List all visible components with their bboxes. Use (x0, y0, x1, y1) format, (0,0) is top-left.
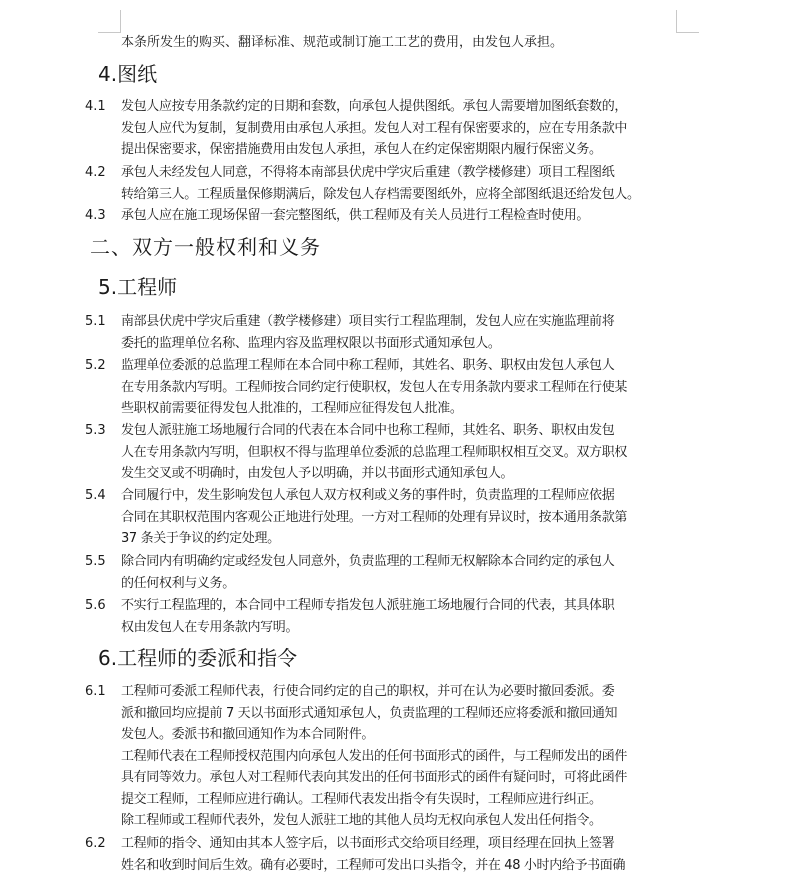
page-corner-mark-right (676, 10, 699, 33)
clause-text: 除合同内有明确约定或经发包人同意外，负责监理的工程师无权解除本合同约定的承包人 的任何权利与义务。 (121, 554, 615, 591)
clause-5-5 (85, 551, 685, 594)
clause-number: 5.3 (85, 423, 106, 438)
clause-text: 工程师可委派工程师代表，行使合同约定的自己的职权，并可在认为必要时撤回委派。委 派和撤回均应提前 7 天以书面形式通知承包人，负责监理的工程师还应将委派和撤回通知 发包人。委派书和撤回通知作为本合同附件。 工程师代表在工程师授权范围内向承包人发出的任何书面形式的函件，与工程师发出的函件 具有同等效力。承包人对工程师代表向其发出的任何书面形式的函件有疑问时，可将此函件 提交工程师，工程师应进行确认。工程师代表发出指令有失误时，工程师应进行纠正。 除工程师或工程师代表外，发包人派驻工地的其他人员均无权向承包人发出任何指令。 (121, 684, 628, 828)
clause-text: 发包人派驻施工场地履行合同的代表在本合同中也称工程师，其姓名、职务、职权由发包 人在专用条款内写明，但职权不得与监理单位委派的总监理工程师职权相互交叉。双方职权 发生交叉或不明确时，由发包人予以明确，并以书面形式通知承包人。 (121, 423, 628, 481)
clause-text: 监理单位委派的总监理工程师在本合同中称工程师，其姓名、职务、职权由发包人承包人 在专用条款内写明。工程师按合同约定行使职权，发包人在专用条款内要求工程师在行使某 些职权前需要征得发包人批准的，工程师应征得发包人批准。 (121, 358, 628, 416)
clause-number: 6.1 (85, 684, 106, 699)
clause-4-3 (85, 205, 685, 227)
part-2-title: 二、双方一般权利和义务 (90, 235, 321, 259)
clause-5-6 (85, 595, 685, 638)
clause-number: 5.5 (85, 554, 106, 569)
clause-text: 发包人应按专用条款约定的日期和套数，向承包人提供图纸。承包人需要增加图纸套数的， 发包人应代为复制，复制费用由承包人承担。发包人对工程有保密要求的，应在专用条款中 提出保密要求，保密措施费用由发包人承担，承包人在约定保密期限内履行保密义务。 (121, 99, 628, 157)
clause-6-2 (85, 833, 685, 876)
clause-text: 工程师的指令、通知由其本人签字后，以书面形式交给项目经理，项目经理在回执上签署 姓名和收到时间后生效。确有必要时，工程师可发出口头指令，并在 48 小时内给予书面确 (121, 836, 626, 873)
clause-text: 不实行工程监理的，本合同中工程师专指发包人派驻施工场地履行合同的代表，其具体职 权由发包人在专用条款内写明。 (121, 598, 615, 635)
clause-4-2 (85, 162, 685, 205)
intro-text: 本条所发生的购买、翻译标准、规范或制订施工工艺的费用，由发包人承担。 (121, 35, 564, 50)
clause-text: 承包人未经发包人同意，不得将本南部县伏虎中学灾后重建（教学楼修建）项目工程图纸 转给第三人。工程质量保修期满后，除发包人存档需要图纸外，应将全部图纸退还给发包人。 (121, 165, 640, 202)
clause-5-4 (85, 485, 685, 550)
clause-5-2 (85, 355, 685, 420)
clause-number: 5.1 (85, 314, 106, 329)
clause-number: 5.6 (85, 598, 106, 613)
clause-number: 4.1 (85, 99, 106, 114)
clause-number: 6.2 (85, 836, 106, 851)
section-5-title: 5.工程师 (98, 275, 178, 299)
clause-number: 5.2 (85, 358, 106, 373)
clause-number: 4.2 (85, 165, 106, 180)
clause-number: 5.4 (85, 488, 106, 503)
clause-4-1 (85, 96, 685, 161)
clause-5-3 (85, 420, 685, 485)
clause-number: 4.3 (85, 208, 106, 223)
page-corner-mark-left (98, 10, 121, 33)
clause-text: 南部县伏虎中学灾后重建（教学楼修建）项目实行工程监理制，发包人应在实施监理前将 委托的监理单位名称、监理内容及监理权限以书面形式通知承包人。 (121, 314, 615, 351)
section-4-title: 4.图纸 (98, 62, 158, 86)
section-6-title: 6.工程师的委派和指令 (98, 646, 298, 670)
clause-6-1 (85, 681, 685, 832)
clause-5-1 (85, 311, 685, 354)
clause-text: 合同履行中，发生影响发包人承包人双方权利或义务的事件时，负责监理的工程师应依据 合同在其职权范围内客观公正地进行处理。一方对工程师的处理有异议时，按本通用条款第 37 条关于争议的约定处理。 (121, 488, 628, 546)
clause-text: 承包人应在施工现场保留一套完整图纸，供工程师及有关人员进行工程检查时使用。 (121, 208, 590, 223)
